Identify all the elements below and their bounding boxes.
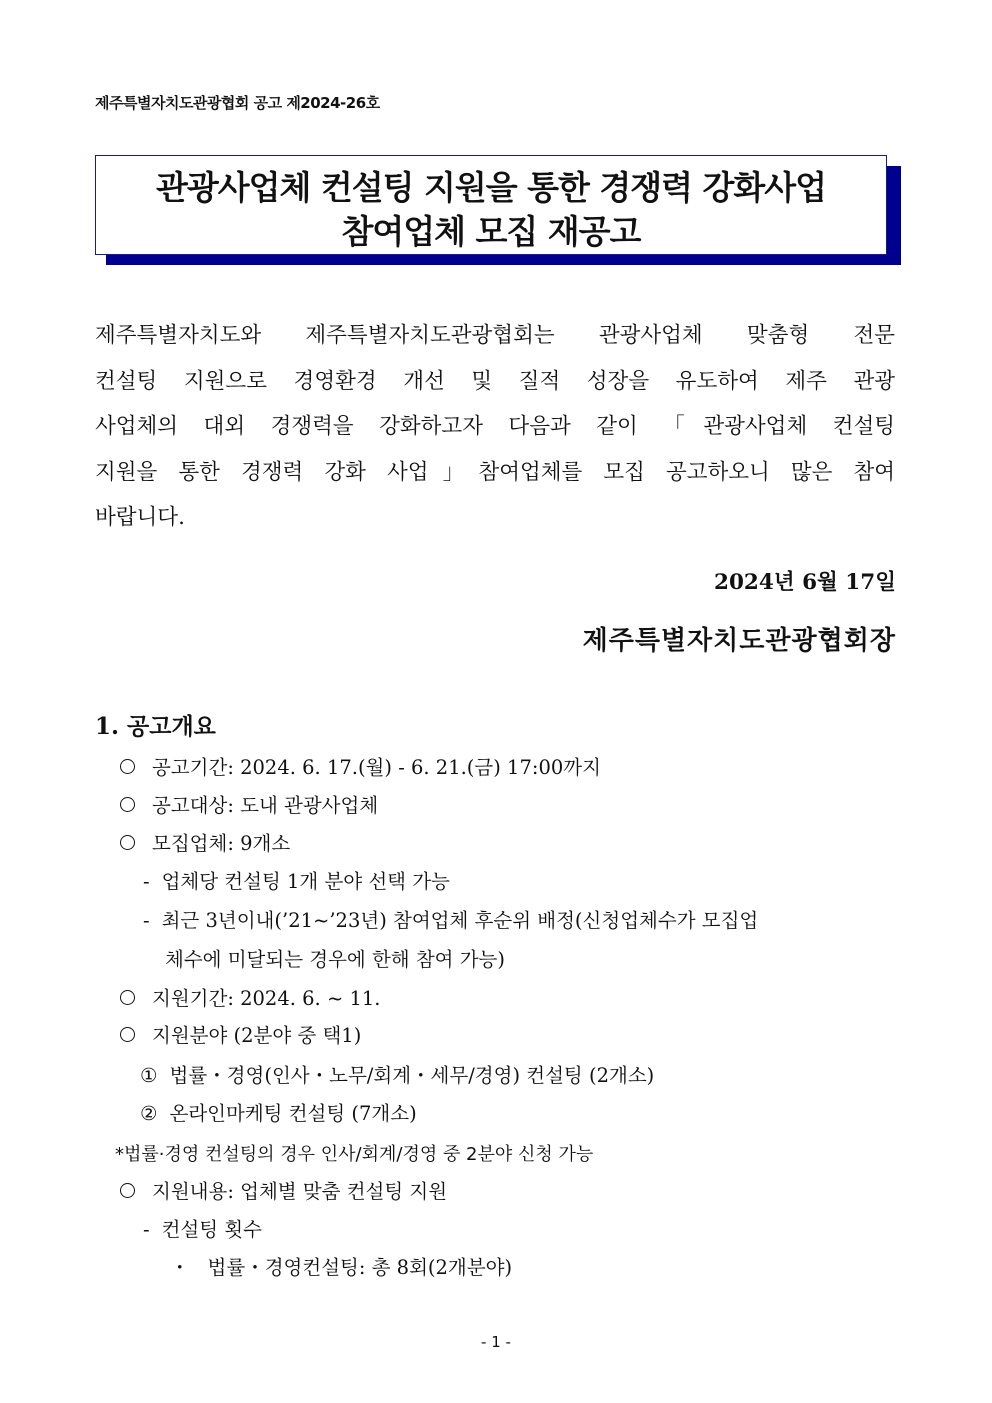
section-title: 1. 공고개요 — [95, 713, 216, 740]
dash-bullet: - — [143, 909, 150, 932]
title-box — [95, 155, 887, 255]
subitem-priority: - 최근 3년이내(’21~’23년) 참여업체 후순위 배정(신청업체수가 모집업 — [143, 909, 759, 932]
circle-bullet-icon — [120, 1183, 135, 1198]
notice-number: 제주특별자치도관광협회 공고 제2024-26호 — [95, 94, 380, 112]
subitem-one-field: - 업체당 컨설팅 1개 분야 선택 가능 — [143, 870, 450, 893]
circle-bullet-icon — [120, 797, 135, 812]
item-support-period: 지원기간: 2024. 6. ~ 11. — [120, 983, 381, 1011]
issuer-name: 제주특별자치도관광협회장 — [582, 626, 896, 656]
circled-number-2: ② — [140, 1102, 158, 1125]
circle-bullet-icon — [120, 835, 135, 850]
dash-bullet: - — [143, 1218, 150, 1241]
intro-line: 지원을 통한 경쟁력 강화 사업」참여업체를 모집 공고하오니 많은 참여 — [95, 459, 895, 485]
title-line-2: 참여업체 모집 재공고 — [341, 212, 641, 251]
item-support-content: 지원내용: 업체별 맞춤 컨설팅 지원 — [120, 1176, 447, 1204]
subitem-priority-cont: 체수에 미달되는 경우에 한해 참여 가능) — [165, 948, 505, 971]
intro-line: 바랍니다. — [95, 505, 185, 530]
circle-bullet-icon — [120, 759, 135, 774]
page-number: - 1 - — [481, 1333, 511, 1351]
field-online-marketing: ② 온라인마케팅 컨설팅 (7개소) — [140, 1102, 417, 1125]
dot-bullet: ・ — [170, 1256, 190, 1279]
intro-line: 컨설팅 지원으로 경영환경 개선 및 질적 성장을 유도하여 제주 관광 — [95, 368, 895, 394]
intro-paragraph — [95, 313, 895, 541]
subitem-consult-count: - 컨설팅 횟수 — [143, 1218, 262, 1241]
notice-date: 2024년 6월 17일 — [714, 570, 896, 595]
circled-number-1: ① — [140, 1064, 158, 1087]
field-legal-management: ① 법률・경영(인사・노무/회계・세무/경영) 컨설팅 (2개소) — [140, 1064, 655, 1087]
title-line-1: 관광사업체 컨설팅 지원을 통한 경쟁력 강화사업 — [155, 168, 826, 207]
circle-bullet-icon — [120, 1027, 135, 1042]
note-legal-consulting: *법률·경영 컨설팅의 경우 인사/회계/경영 중 2분야 신청 가능 — [115, 1144, 594, 1165]
intro-line: 제주특별자치도와 제주특별자치도관광협회는 관광사업체 맞춤형 전문 — [95, 323, 895, 348]
subitem-legal-count: ・ 법률・경영컨설팅: 총 8회(2개분야) — [170, 1252, 512, 1280]
dash-bullet: - — [143, 870, 150, 893]
item-notice-period: 공고기간: 2024. 6. 17.(월) - 6. 21.(금) 17:00까지 — [120, 752, 601, 780]
item-support-fields: 지원분야 (2분야 중 택1) — [120, 1020, 361, 1048]
intro-line: 사업체의 대외 경쟁력을 강화하고자 다음과 같이 「관광사업체 컨설팅 — [95, 414, 895, 439]
item-recruit-count: 모집업체: 9개소 — [120, 828, 290, 856]
circle-bullet-icon — [120, 990, 135, 1005]
item-notice-target: 공고대상: 도내 관광사업체 — [120, 790, 378, 818]
